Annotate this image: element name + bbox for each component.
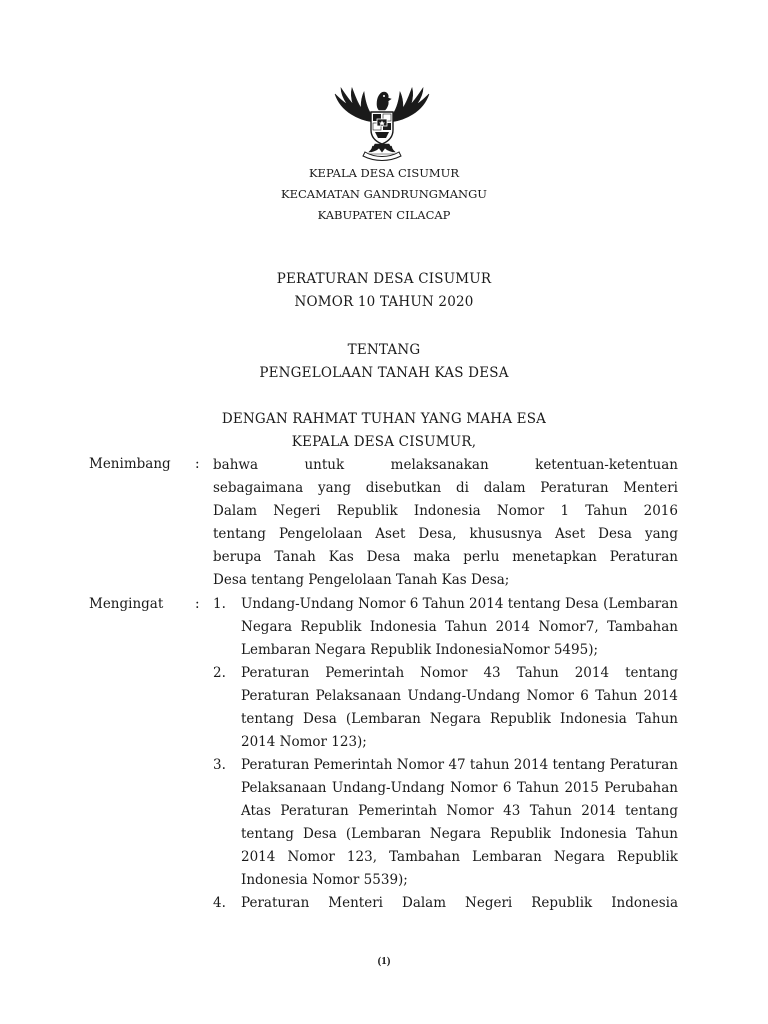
list-item-number: 4. [213,895,226,911]
list-item [213,754,678,892]
list-item-text: Undang-Undang Nomor 6 Tahun 2014 tentang Desa (Lembaran Negara Republik Indonesia Tahun 2014 Nomor7, Tambahan Lembaran Negara Republik IndonesiaNomor 5495); [241,596,678,658]
list-item [213,662,678,754]
menimbang-paragraph [213,454,678,592]
preamble-line: DENGAN RAHMAT TUHAN YANG MAHA ESA [221,411,547,427]
list-item-number: 1. [213,596,226,612]
list-item [213,892,678,915]
header-regency: KABUPATEN CILACAP [317,208,451,222]
menimbang-line: berupa Tanah Kas Desa maka perlu menetapkan Peraturan [213,549,678,565]
menimbang-colon: : [195,456,200,472]
garuda-pancasila-emblem-icon [329,82,435,162]
menimbang-line: Dalam Negeri Republik Indonesia Nomor 1 Tahun 2016 [213,503,678,519]
list-item-number: 2. [213,665,226,681]
header-district: KECAMATAN GANDRUNGMANGU [280,187,487,201]
regulation-number: NOMOR 10 TAHUN 2020 [294,294,474,310]
regulation-title: PERATURAN DESA CISUMUR [276,271,492,287]
list-item-text: Peraturan Pemerintah Nomor 47 tahun 2014 tentang Peraturan Pelaksanaan Undang-Undang Nomor 6 Tahun 2015 Perubahan Atas Peraturan Pemerintah Nomor 43 Tahun 2014 tentang tentang Desa (Lembaran Negara Republik Indonesia Tahun 2014 Nomor 123, Tambahan Lembaran Negara Republik Indonesia Nomor 5539); [241,757,678,888]
mengingat-list [213,593,678,915]
list-item-text: Peraturan Pemerintah Nomor 43 Tahun 2014 tentang Peraturan Pelaksanaan Undang-Undang Nomor 6 Tahun 2014 tentang Desa (Lembaran Negara Republik Indonesia Tahun 2014 Nomor 123); [241,665,678,750]
page-number: (1) [377,955,391,967]
menimbang-line: tentang Pengelolaan Aset Desa, khususnya Aset Desa yang [213,526,678,542]
subject-heading: TENTANG [347,342,421,358]
list-item-text: Peraturan Menteri Dalam Negeri Republik Indonesia [241,895,678,911]
list-item-number: 3. [213,757,226,773]
subject-title: PENGELOLAAN TANAH KAS DESA [259,365,509,381]
header-village-head: KEPALA DESA CISUMUR [308,166,460,180]
menimbang-line: bahwa untuk melaksanakan ketentuan-ketentuan [213,457,678,473]
mengingat-colon: : [195,596,200,612]
menimbang-label: Menimbang [89,456,171,472]
issuer-line: KEPALA DESA CISUMUR, [291,434,477,450]
list-item [213,593,678,662]
menimbang-line: sebagaimana yang disebutkan di dalam Peraturan Menteri [213,480,678,496]
mengingat-label: Mengingat [89,596,164,612]
menimbang-line: Desa tentang Pengelolaan Tanah Kas Desa; [213,572,510,588]
